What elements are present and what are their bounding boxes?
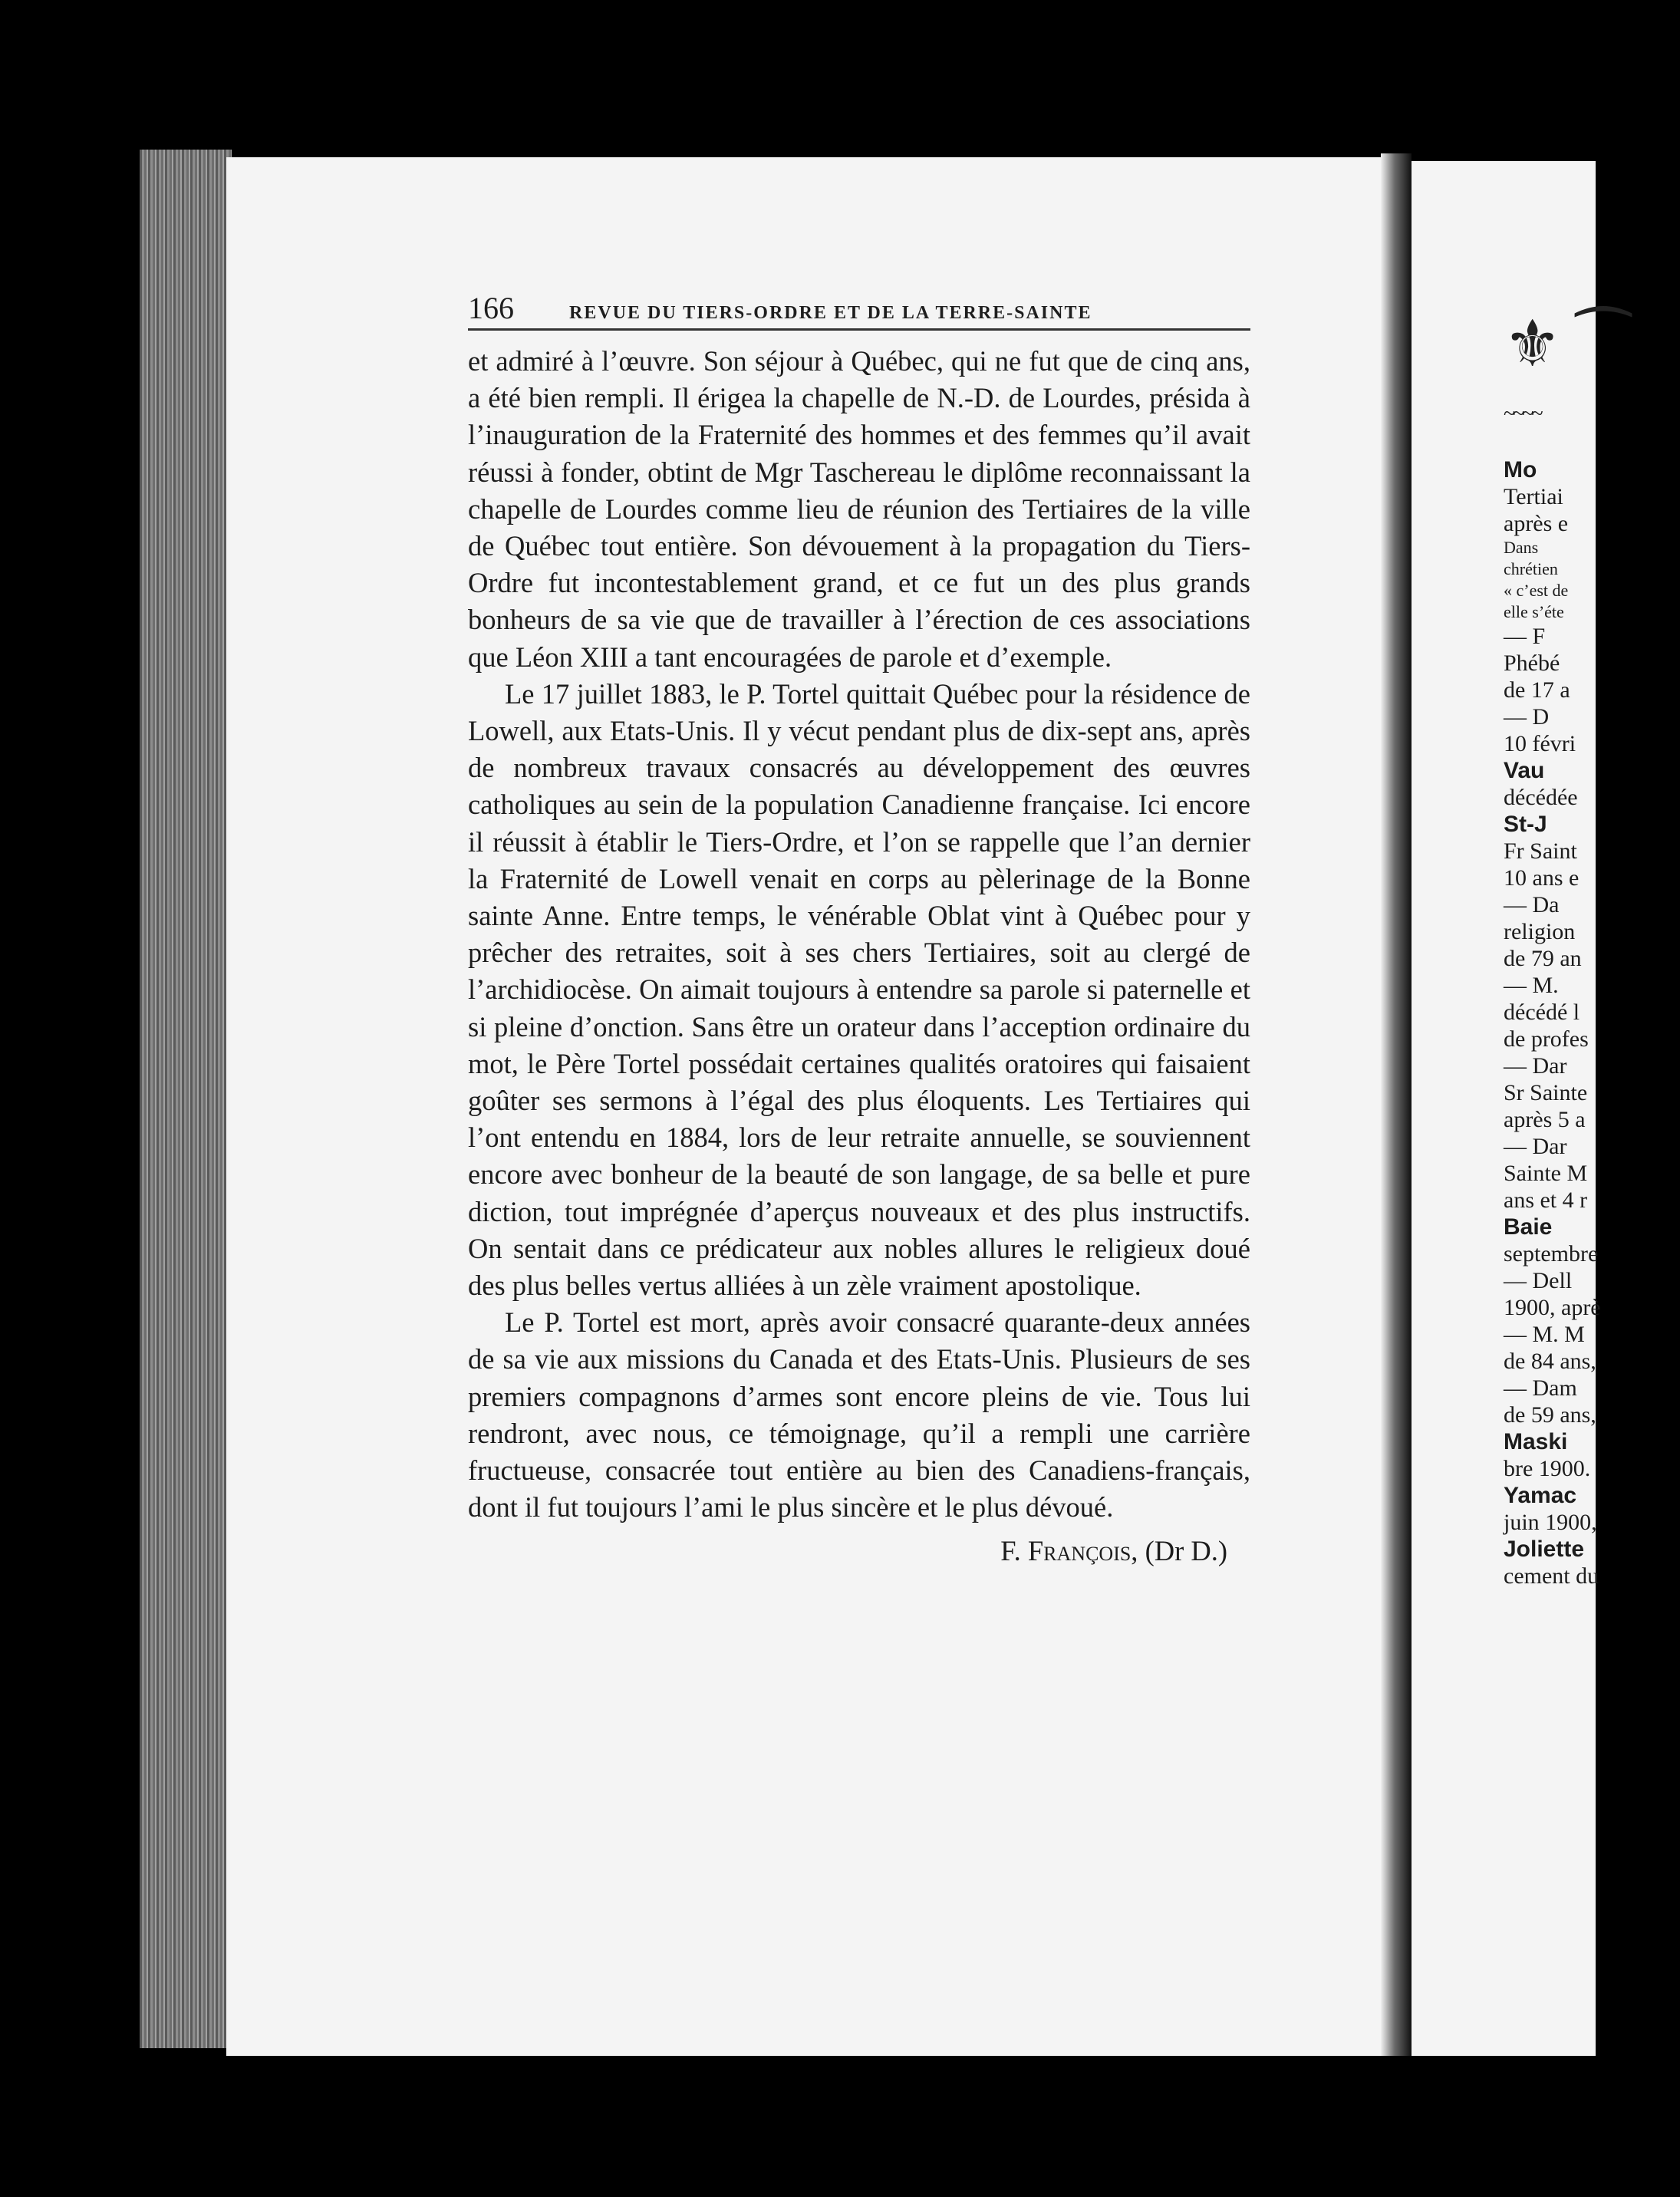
right-line: — F [1504, 624, 1546, 649]
right-line: 10 févri [1504, 731, 1576, 756]
right-line: Dans [1504, 538, 1539, 557]
right-line: — Dar [1504, 1134, 1567, 1159]
right-line: — Dell [1504, 1268, 1573, 1293]
page-number: 166 [468, 291, 514, 325]
right-line: 1900, aprè [1504, 1295, 1601, 1320]
paragraph-2: Le 17 juillet 1883, le P. Tortel quittait Québec pour la résidence de Lowell, aux Etats-Unis. Il y vécut pendant plus de dix-sept ans, après de nombreux travaux consacrés au développement des œuvres catholiques au sein de la population Canadienne française. Ici encore il réussit à établir le Tiers-Ordre, et l’on se rappelle que l’an dernier la Fraternité de Lowell venait en corps au pèlerinage de la Bonne sainte Anne. Entre temps, le vénérable Oblat vint à Québec pour y prêcher des retraites, soit à ses chers Tertiaires, soit au clergé de l’archidiocèse. On aimait toujours à entendre sa parole si paternelle et si pleine d’onction. Sans être un orateur dans l’acception ordinaire du mot, le Père Tortel possédait certaines qualités oratoires qui faisaient goûter ses sermons à l’égal des plus éloquents. Les Tertiaires qui l’ont entendu en 1884, lors de leur retraite annuelle, se souviennent encore avec bonheur de la beauté de son langage, de sa belle et pure diction, tout imprégnée d’aperçus nouveaux et des plus instructifs. On sentait dans ce prédicateur aux nobles allures le religieux doué des plus belles vertus alliées à un zèle vraiment apostolique. [468, 677, 1250, 1302]
right-line: décédé l [1504, 1000, 1580, 1025]
right-line: « c’est de [1504, 581, 1569, 600]
right-line: septembre [1504, 1241, 1599, 1266]
article-body [468, 343, 1250, 1570]
right-line: — Dam [1504, 1375, 1577, 1401]
running-head [468, 290, 1250, 328]
right-line: Mo [1504, 457, 1537, 483]
right-line: Fr Saint [1504, 838, 1577, 864]
right-line: Phébé [1504, 651, 1560, 676]
right-line: St-J [1504, 812, 1547, 837]
right-line: après 5 a [1504, 1107, 1586, 1132]
right-line: Baie [1504, 1214, 1553, 1240]
right-line: religion [1504, 919, 1576, 944]
journal-title: REVUE DU TIERS-ORDRE ET DE LA TERRE-SAINTE [569, 303, 1092, 323]
right-line: de 79 an [1504, 946, 1582, 971]
right-line: Maski [1504, 1429, 1568, 1454]
paragraph-1: et admiré à l’œuvre. Son séjour à Québec, qui ne fut que de cinq ans, a été bien rempli. Il érigea la chapelle de N.-D. de Lourdes, présida à l’inauguration de la Fraternité des hommes et des femmes qu’il avait réussi à fonder, obtint de Mgr Taschereau le diplôme reconnaissant la chapelle de Lourdes comme lieu de réunion des Tertiaires de la ville de Québec tout entière. Son dévouement à la propagation du Tiers-Ordre fut incontestablement grand, et ce fut un des plus grands bonheurs de sa vie que de travailler à l’érection de ces associations que Léon XIII a tant encouragées de parole et d’exemple. [468, 345, 1250, 673]
signature-title: (Dr D.) [1145, 1534, 1227, 1566]
signature-name: F. François, [1000, 1534, 1138, 1566]
right-line: chrétien [1504, 559, 1558, 578]
right-line: Sr Sainte [1504, 1080, 1588, 1105]
right-line: ans et 4 r [1504, 1187, 1588, 1213]
right-line: — M. M [1504, 1322, 1585, 1347]
right-line: de 17 a [1504, 677, 1570, 703]
right-line: cement du [1504, 1563, 1599, 1589]
right-line: de 84 ans, [1504, 1349, 1596, 1374]
right-line: Yamac [1504, 1483, 1577, 1508]
paragraph-3: Le P. Tortel est mort, après avoir consacré quarante-deux années de sa vie aux missions du Canada et des Etats-Unis. Plusieurs de ses premiers compagnons d’armes sont encore pleins de vie. Tous lui rendront, avec nous, ce témoignage, qu’il a rempli une carrière fructueuse, consacrée tout entière au bien des Canadiens-français, dont il fut toujours l’ami le plus sincère et le plus dévoué. [468, 1306, 1250, 1523]
right-page-text [1504, 303, 1680, 1589]
right-line: de 59 ans, [1504, 1402, 1596, 1428]
book-gutter [1381, 153, 1412, 2056]
right-line: Vau [1504, 758, 1545, 783]
right-line: juin 1900, [1504, 1510, 1597, 1535]
author-signature [468, 1533, 1250, 1570]
right-line: — M. [1504, 973, 1559, 998]
right-line: après e [1504, 511, 1569, 536]
right-line: bre 1900. [1504, 1456, 1591, 1481]
fleur-de-lis-ornament: ⚜ ⁀ [1504, 309, 1629, 380]
decorative-rule: ~~~~ [1504, 402, 1541, 426]
header-rule [468, 328, 1250, 331]
right-line: Sainte M [1504, 1161, 1588, 1186]
right-line: — Da [1504, 892, 1560, 917]
right-line: décédée [1504, 785, 1578, 810]
right-line: Tertiai [1504, 484, 1563, 509]
right-line: — D [1504, 704, 1550, 730]
right-line: de profes [1504, 1026, 1589, 1052]
right-line: 10 ans e [1504, 865, 1580, 891]
right-line: Joliette [1504, 1537, 1585, 1562]
right-line: elle s’éte [1504, 602, 1564, 621]
page-edges-stack [140, 150, 232, 2048]
right-line: — Dar [1504, 1053, 1567, 1079]
